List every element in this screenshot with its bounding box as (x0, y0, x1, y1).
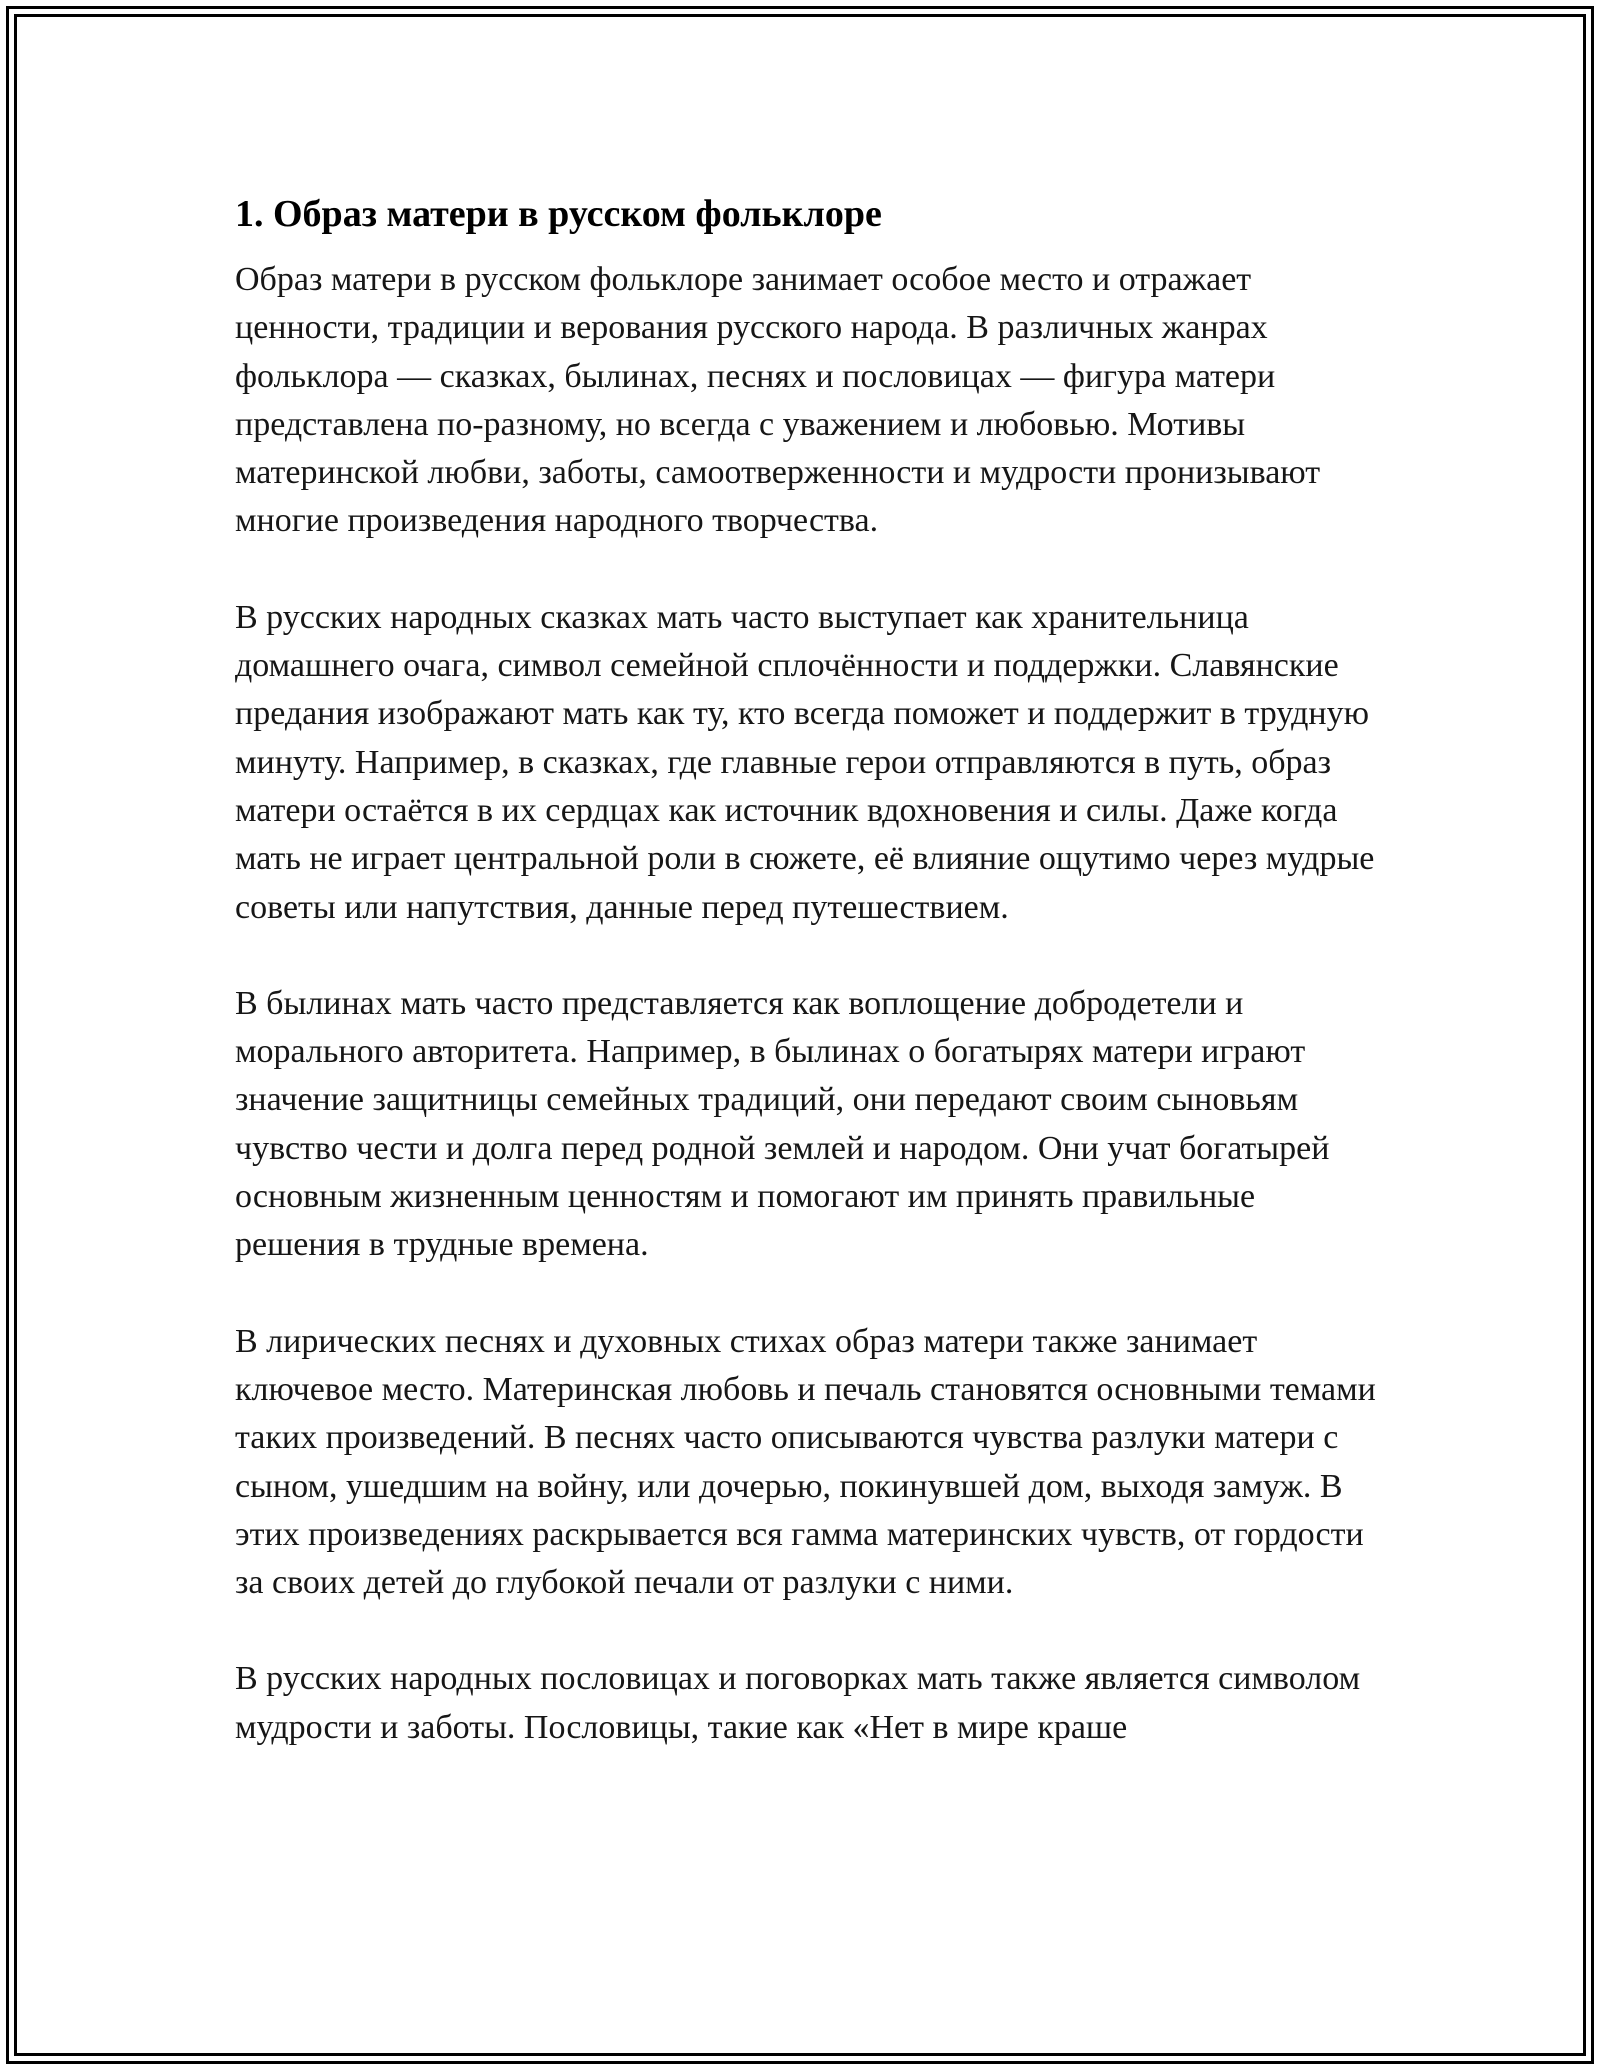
paragraph-byliny: В былинах мать часто представляется как воплощение добродетели и морального авторитета. Например, в былинах о богатырях матери играют значение защитницы семейных традиций, они передают своим сыновьям чувство чести и долга перед родной землей и народом. Они учат богатырей основным жизненным ценностям и помогают им принять правильные решения в трудные времена. (235, 984, 1330, 1264)
paragraph-lyrical-songs: В лирических песнях и духовных стихах образ матери также занимает ключевое место. Материнская любовь и печаль становятся основными темами таких произведений. В песнях часто описываются чувства разлуки матери с сыном, ушедшим на войну, или дочерью, покинувшей дом, выходя замуж. В этих произведениях раскрывается вся гамма материнских чувств, от гордости за своих детей до глубокой печали от разлуки с ними. (235, 1322, 1376, 1602)
section-heading: 1. Образ матери в русском фольклоре (235, 193, 882, 235)
paragraph-proverbs: В русских народных пословицах и поговорках мать также является символом мудрости и заботы. Пословицы, такие как «Нет в мире краше (235, 1660, 1361, 1746)
document-body (235, 182, 1385, 1752)
paragraph-fairy-tales: В русских народных сказках мать часто выступает как хранительница домашнего очага, символ семейной сплочённости и поддержки. Славянские предания изображают мать как ту, кто всегда поможет и поддержит в трудную минуту. Например, в сказках, где главные герои отправляются в путь, образ матери остаётся в их сердцах как источник вдохновения и силы. Даже когда мать не играет центральной роли в сюжете, её влияние ощутимо через мудрые советы или напутствия, данные перед путешествием. (235, 598, 1375, 926)
paragraph-intro: Образ матери в русском фольклоре занимает особое место и отражает ценности, традиции и верования русского народа. В различных жанрах фольклора — сказках, былинах, песнях и пословицах — фигура матери представлена по-разному, но всегда с уважением и любовью. Мотивы материнской любви, заботы, самоотверженности и мудрости пронизывают многие произведения народного творчества. (235, 261, 1321, 540)
